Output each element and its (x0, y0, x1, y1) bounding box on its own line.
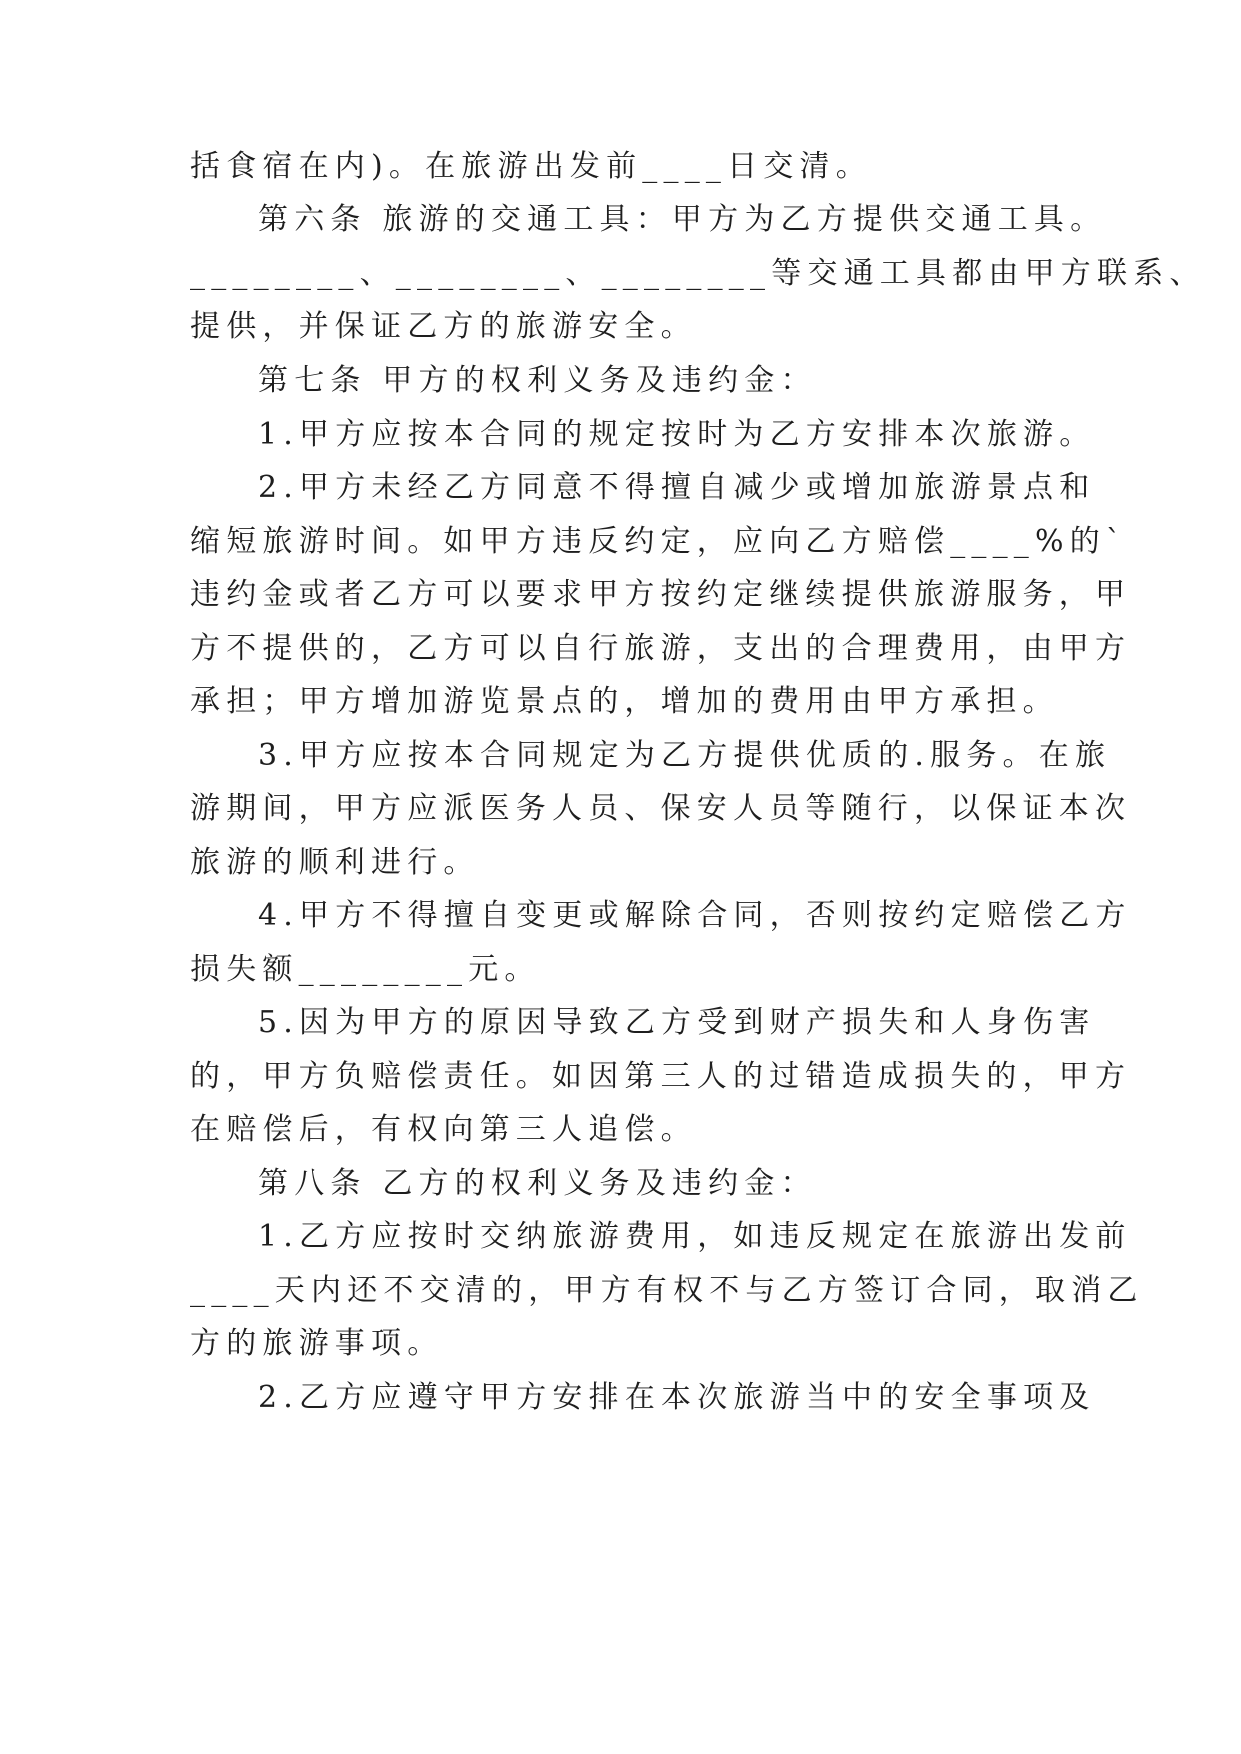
text-line: 损失额________元。 (190, 952, 541, 987)
clause-8-1: 1.乙方应按时交纳旅游费用，如违反规定在旅游出发前 (258, 1219, 1132, 1254)
text-line: 旅游的顺利进行。 (190, 845, 480, 880)
clause-7-1: 1.甲方应按本合同的规定按时为乙方安排本次旅游。 (258, 417, 1096, 452)
text-line: 缩短旅游时间。如甲方违反约定，应向乙方赔偿____%的` (190, 524, 1128, 559)
article-8-heading: 第八条 乙方的权利义务及违约金： (258, 1166, 817, 1201)
clause-7-3: 3.甲方应按本合同规定为乙方提供优质的.服务。在旅 (258, 738, 1112, 773)
text-line: 方不提供的，乙方可以自行旅游，支出的合理费用，由甲方 (190, 631, 1132, 666)
text-line: ____天内还不交清的，甲方有权不与乙方签订合同，取消乙 (190, 1273, 1144, 1308)
article-6-heading: 第六条 旅游的交通工具：甲方为乙方提供交通工具。 (258, 202, 1107, 237)
text-line: 在赔偿后，有权向第三人追偿。 (190, 1112, 697, 1147)
text-line: 承担；甲方增加游览景点的，增加的费用由甲方承担。 (190, 684, 1059, 719)
article-7-heading: 第七条 甲方的权利义务及违约金： (258, 363, 817, 398)
text-line: 游期间，甲方应派医务人员、保安人员等随行，以保证本次 (190, 791, 1132, 826)
text-line: 提供，并保证乙方的旅游安全。 (190, 309, 697, 344)
clause-7-4: 4.甲方不得擅自变更或解除合同，否则按约定赔偿乙方 (258, 898, 1132, 933)
clause-7-2: 2.甲方未经乙方同意不得擅自减少或增加旅游景点和 (258, 470, 1096, 505)
clause-7-5: 5.因为甲方的原因导致乙方受到财产损失和人身伤害 (258, 1005, 1096, 1040)
text-line: 括食宿在内)。在旅游出发前____日交清。 (190, 149, 872, 184)
text-line: 违约金或者乙方可以要求甲方按约定继续提供旅游服务，甲 (190, 577, 1132, 612)
text-line: 的，甲方负赔偿责任。如因第三人的过错造成损失的，甲方 (190, 1059, 1132, 1094)
text-line: 方的旅游事项。 (190, 1326, 444, 1361)
text-line: ________、________、________等交通工具都由甲方联系、 (190, 256, 1206, 291)
clause-8-2: 2.乙方应遵守甲方安排在本次旅游当中的安全事项及 (258, 1380, 1096, 1415)
